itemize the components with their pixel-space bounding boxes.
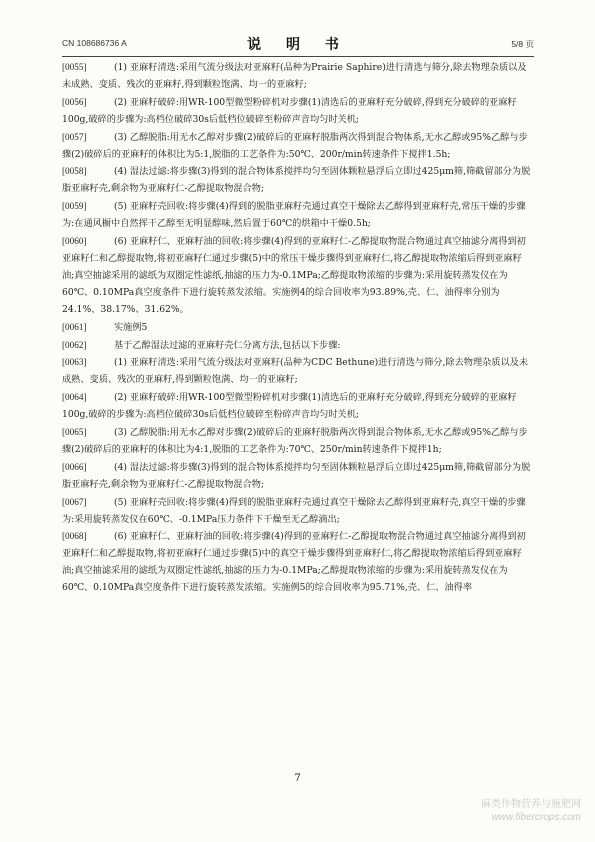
- paragraph-text: (3) 乙醇脱脂:用无水乙醇对步骤(2)破碎后的亚麻籽脱脂两次得到混合物体系,无水乙醇或95%乙醇与步骤(2)破碎后的亚麻籽的体积比为5:1,脱脂的工艺条件为:50℃、200r/min转速条件下搅拌1.5h;: [62, 131, 528, 160]
- paragraph-text: 基于乙醇湿法过滤的亚麻籽壳仁分离方法,包括以下步骤:: [114, 339, 341, 351]
- paragraph-text: (5) 亚麻籽壳回收:将步骤(4)得到的脱脂亚麻籽壳通过真空干燥除去乙醇得到亚麻籽壳,真空干燥的步骤为:采用旋转蒸发仪在60℃、-0.1MPa压力条件下干燥至无乙醇滴出;: [62, 496, 526, 525]
- paragraph-number: [0056]: [62, 96, 87, 107]
- paragraph-number: [0057]: [62, 131, 87, 142]
- paragraph-text: (6) 亚麻籽仁、亚麻籽油的回收:将步骤(4)得到的亚麻籽仁-乙醇提取物混合物通过真空抽滤分离得到初亚麻籽仁和乙醇提取物,将初亚麻籽仁通过步骤(5)中的常压干燥步骤得到亚麻籽仁,将乙醇提取物浓缩后得到亚麻籽油;真空抽滤采用的滤纸为双圈定性滤纸,抽滤的压力为-0.1MPa;乙醇提取物浓缩的步骤为:采用旋转蒸发仪在为60℃、0.10MPa真空度条件下进行旋转蒸发浓缩。实施例4的综合回收率为93.89%,壳、仁、油得率分别为24.1%、38.17%、31.62%。: [62, 236, 526, 315]
- paragraph-0068: [62, 528, 534, 597]
- paragraph-text: (3) 乙醇脱脂:用无水乙醇对步骤(2)破碎后的亚麻籽脱脂两次得到混合物体系,无水乙醇或95%乙醇与步骤(2)破碎后的亚麻籽的体积比为4:1,脱脂的工艺条件为:70℃、250r/min转速条件下搅拌1h;: [62, 427, 528, 455]
- paragraph-number: [0065]: [62, 427, 87, 438]
- paragraph-0061: [62, 319, 534, 337]
- paragraph-0062: [62, 337, 534, 355]
- page-number: 7: [294, 773, 301, 784]
- paragraph-0056: [62, 94, 534, 129]
- header-rule: [62, 56, 534, 57]
- paragraph-number: [0064]: [62, 392, 87, 403]
- paragraph-text: (1) 亚麻籽清选:采用气流分级法对亚麻籽(品种为Prairie Saphire)进行清选与筛分,除去物理杂质以及未成熟、变质、残次的亚麻籽,得到颗粒饱满、均一的亚麻籽;: [62, 62, 527, 90]
- section-heading: 实施例5: [114, 321, 148, 333]
- paragraph-0058: [62, 163, 534, 198]
- paragraph-number: [0058]: [62, 166, 87, 177]
- paragraph-0064: [62, 389, 534, 424]
- paragraph-0063: [62, 354, 534, 389]
- watermark: [481, 798, 581, 824]
- paragraph-0055: [62, 59, 534, 94]
- paragraph-text: (5) 亚麻籽壳回收:将步骤(4)得到的脱脂亚麻籽壳通过真空干燥除去乙醇得到亚麻籽壳,常压干燥的步骤为:在通风橱中自然挥干乙醇至无明显醇味,然后置于60℃的烘箱中干燥0.5h;: [62, 201, 526, 230]
- paragraph-number: [0061]: [62, 321, 87, 332]
- paragraph-number: [0066]: [62, 461, 87, 472]
- paragraph-number: [0055]: [62, 62, 87, 72]
- paragraph-0065: [62, 424, 534, 459]
- paragraph-0057: [62, 129, 534, 164]
- document-body: [62, 59, 534, 597]
- watermark-site-name: 麻类作物营养与施肥网: [481, 799, 581, 810]
- paragraph-text: (6) 亚麻籽仁、亚麻籽油的回收:将步骤(4)得到的亚麻籽仁-乙醇提取物混合物通过真空抽滤分离得到初亚麻籽仁和乙醇提取物,将初亚麻籽仁通过步骤(5)中的真空干燥步骤得到亚麻籽仁,将乙醇提取物浓缩后得到亚麻籽油;真空抽滤采用的滤纸为双圈定性滤纸,抽滤的压力为-0.1MPa;乙醇提取物浓缩的步骤为:采用旋转蒸发仪在为60℃、0.10MPa真空度条件下进行旋转蒸发浓缩。实施例5的综合回收率为95.71%,壳、仁、油得率: [62, 531, 526, 594]
- paragraph-text: (4) 湿法过滤:将步骤(3)得到的混合物体系搅拌均匀至固体颗粒悬浮后立即过425μm筛,筛截留部分为脱脂亚麻籽壳,剩余物为亚麻籽仁-乙醇提取物混合物;: [62, 461, 531, 490]
- paragraph-number: [0059]: [62, 201, 87, 212]
- paragraph-0066: [62, 459, 534, 494]
- paragraph-0060: [62, 233, 534, 319]
- paragraph-text: (2) 亚麻籽破碎:用WR-100型微型粉碎机对步骤(1)清选后的亚麻籽充分破碎,得到充分破碎的亚麻籽100g,破碎的步骤为:高档位破碎30s后低档位破碎至粉碎声音均匀时关机;: [62, 392, 517, 421]
- page-header: [62, 34, 534, 52]
- paragraph-number: [0060]: [62, 236, 87, 247]
- document-title: 说 明 书: [247, 37, 349, 53]
- paragraph-text: (1) 亚麻籽清选:采用气流分级法对亚麻籽(品种为CDC Bethune)进行清选与筛分,除去物理杂质以及未成熟、变质、残次的亚麻籽,得到颗粒饱满、均一的亚麻籽;: [62, 357, 529, 386]
- paragraph-number: [0067]: [62, 496, 87, 507]
- paragraph-text: (4) 湿法过滤:将步骤(3)得到的混合物体系搅拌均匀至固体颗粒悬浮后立即过425μm筛,筛截留部分为脱脂亚麻籽壳,剩余物为亚麻籽仁-乙醇提取物混合物;: [62, 166, 531, 195]
- paragraph-number: [0068]: [62, 531, 87, 542]
- paragraph-number: [0062]: [62, 339, 87, 350]
- paragraph-0067: [62, 494, 534, 529]
- paragraph-text: (2) 亚麻籽破碎:用WR-100型微型粉碎机对步骤(1)清选后的亚麻籽充分破碎,得到充分破碎的亚麻籽100g,破碎的步骤为:高档位破碎30s后低档位破碎至粉碎声音均匀时关机;: [62, 96, 517, 125]
- paragraph-number: [0063]: [62, 357, 87, 368]
- watermark-url: www.fibercrops.com: [491, 812, 581, 823]
- page-reference: 5/8 页: [511, 39, 534, 49]
- paragraph-0059: [62, 198, 534, 233]
- patent-number: CN 108686736 A: [62, 38, 127, 48]
